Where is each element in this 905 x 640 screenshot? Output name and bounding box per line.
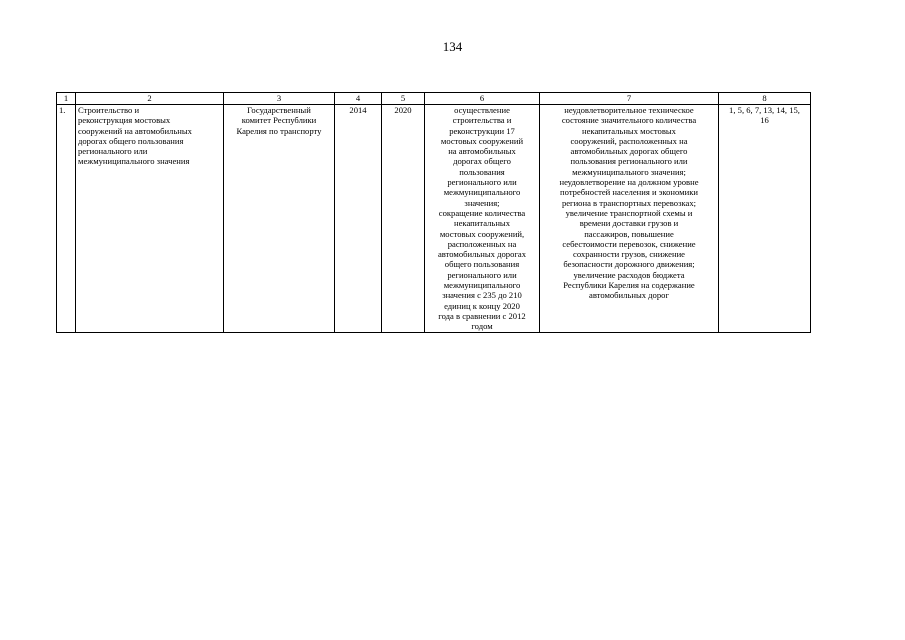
column-number-6: 6 — [425, 93, 540, 105]
row-number-cell: 1. — [57, 105, 76, 333]
column-number-8: 8 — [719, 93, 811, 105]
end-year-cell: 2020 — [382, 105, 425, 333]
column-number-header-row — [57, 93, 811, 105]
indicators-cell: 1, 5, 6, 7, 13, 14, 15, 16 — [719, 105, 811, 333]
column-number-4: 4 — [335, 93, 382, 105]
table-row — [57, 105, 811, 333]
column-number-3: 3 — [224, 93, 335, 105]
column-number-7: 7 — [540, 93, 719, 105]
page-number: 134 — [442, 39, 463, 54]
expected-result-cell: осуществление строительства и реконструкции 17 мостовых сооружений на автомобильных дорогах общего пользования регионального или межмуниципального значения; сокращение количества некапитальных мостовых сооружений, расположенных на автомобильных дорогах общего пользования регионального или межмуниципального значения с 235 до 210 единиц к концу 2020 года в сравнении с 2012 годом — [425, 105, 540, 333]
consequences-cell: неудовлетворительное техническое состояние значительного количества некапитальных мостовых сооружений, расположенных на автомобильных дорогах общего пользования регионального или межмуниципального значения; неудовлетворение на должном уровне потребностей населения и экономики региона в транспортных перевозках; увеличение транспортной схемы и времени доставки грузов и пассажиров, повышение себестоимости перевозок, снижение сохранности грузов, снижение безопасности дорожного движения; увеличение расходов бюджета Республики Карелия на содержание автомобильных дорог — [540, 105, 719, 333]
program-measures-table — [56, 92, 811, 333]
measure-name-cell: Строительство и реконструкция мостовых сооружений на автомобильных дорогах общего пользования регионального или межмуниципального значения — [76, 105, 224, 333]
executor-cell: Государственный комитет Республики Карелия по транспорту — [224, 105, 335, 333]
column-number-2: 2 — [76, 93, 224, 105]
column-number-1: 1 — [57, 93, 76, 105]
column-number-5: 5 — [382, 93, 425, 105]
start-year-cell: 2014 — [335, 105, 382, 333]
